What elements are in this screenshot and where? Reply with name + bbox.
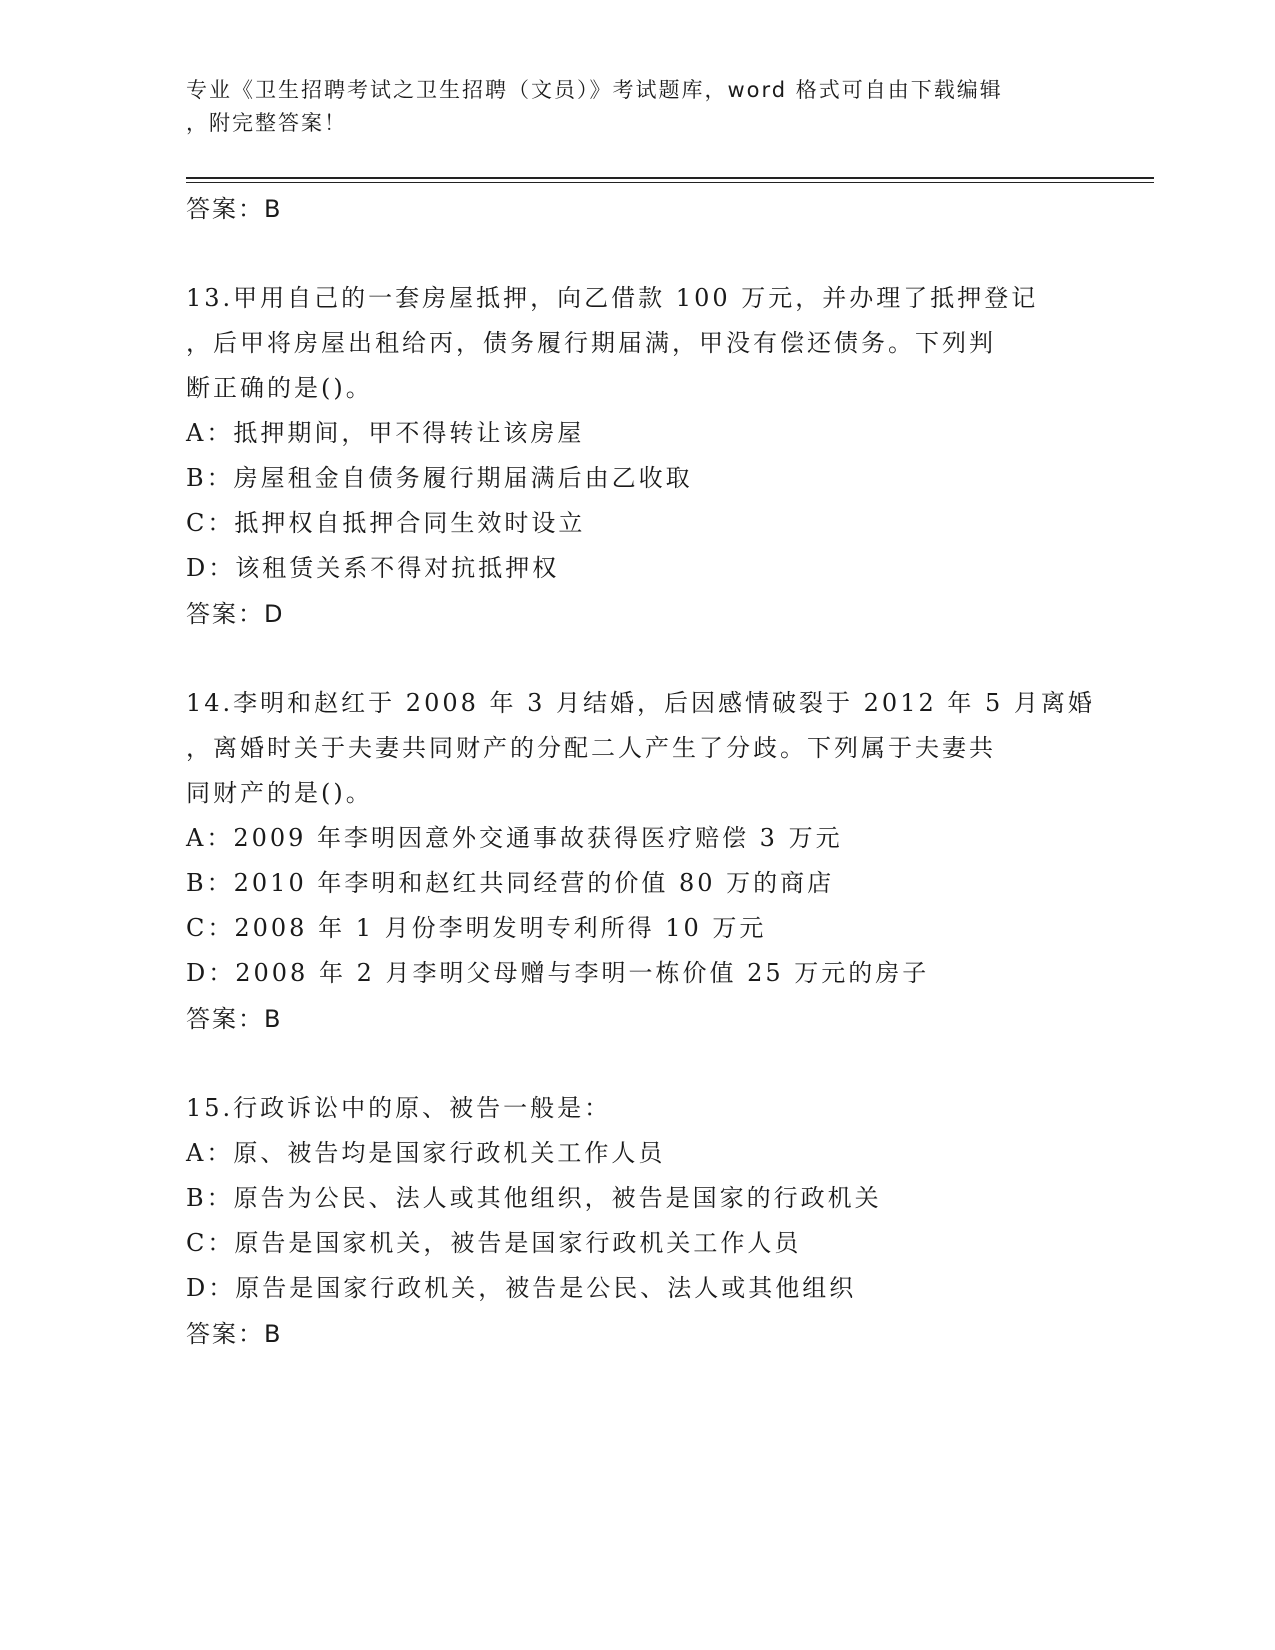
option-d: D：该租赁关系不得对抗抵押权 [186, 554, 560, 582]
option-b: B：原告为公民、法人或其他组织，被告是国家的行政机关 [186, 1184, 882, 1212]
header-divider-thin [186, 182, 1154, 183]
question-text-line: ，离婚时关于夫妻共同财产的分配二人产生了分歧。下列属于夫妻共 [186, 734, 996, 762]
answer: 答案：B [186, 1320, 283, 1348]
answer-previous: 答案：B [186, 195, 283, 223]
option-a: A：抵押期间，甲不得转让该房屋 [186, 419, 585, 447]
question-14 [186, 681, 1095, 1042]
question-text-line: 同财产的是()。 [186, 779, 373, 807]
document-body [186, 186, 1095, 1357]
option-c: C：2008 年 1 月份李明发明专利所得 10 万元 [186, 914, 767, 942]
question-text-line: 断正确的是()。 [186, 374, 373, 402]
option-d: D：2008 年 2 月李明父母赠与李明一栋价值 25 万元的房子 [186, 959, 930, 987]
header-line-1: 专业《卫生招聘考试之卫生招聘（文员）》考试题库，word 格式可自由下载编辑 [186, 78, 1003, 102]
answer: 答案：D [186, 600, 285, 628]
option-b: B：2010 年李明和赵红共同经营的价值 80 万的商店 [186, 869, 835, 897]
question-text-line: 15.行政诉讼中的原、被告一般是： [186, 1094, 612, 1122]
question-text-line: ，后甲将房屋出租给丙，债务履行期届满，甲没有偿还债务。下列判 [186, 329, 996, 357]
option-b: B：房屋租金自债务履行期届满后由乙收取 [186, 464, 693, 492]
option-a: A：2009 年李明因意外交通事故获得医疗赔偿 3 万元 [186, 824, 843, 852]
header-divider-thick [186, 177, 1154, 179]
option-c: C：原告是国家机关，被告是国家行政机关工作人员 [186, 1229, 802, 1257]
page-header [186, 74, 1066, 140]
header-line-2: ，附完整答案！ [186, 111, 347, 135]
option-a: A：原、被告均是国家行政机关工作人员 [186, 1139, 666, 1167]
question-text-line: 13.甲用自己的一套房屋抵押，向乙借款 100 万元，并办理了抵押登记 [186, 284, 1039, 312]
question-15 [186, 1086, 1086, 1357]
option-c: C：抵押权自抵押合同生效时设立 [186, 509, 586, 537]
answer: 答案：B [186, 1005, 283, 1033]
question-text-line: 14.李明和赵红于 2008 年 3 月结婚，后因感情破裂于 2012 年 5 月离婚 [186, 689, 1095, 717]
option-d: D：原告是国家行政机关，被告是公民、法人或其他组织 [186, 1274, 857, 1302]
question-13 [186, 276, 1086, 637]
